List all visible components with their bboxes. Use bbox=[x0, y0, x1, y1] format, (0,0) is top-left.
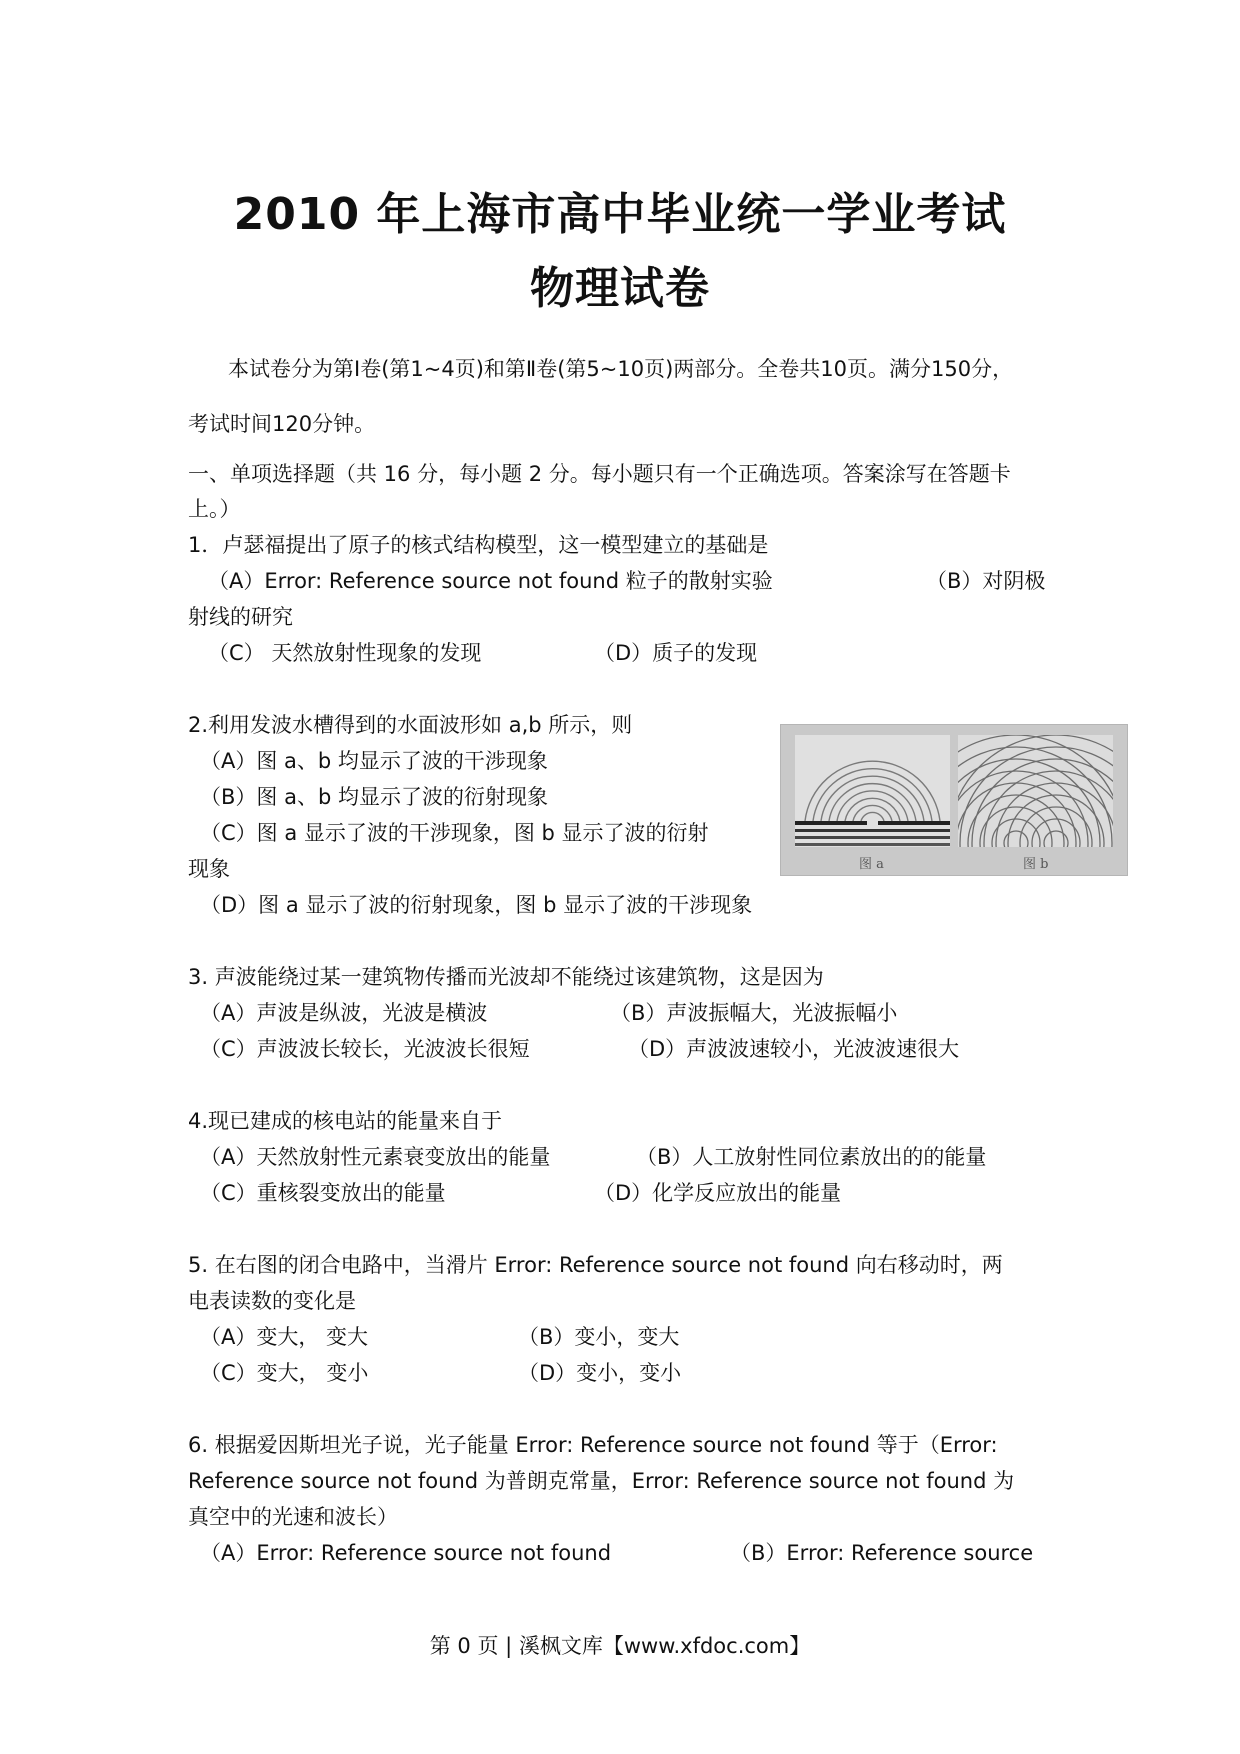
q5-option-d: （D）变小，变小 bbox=[518, 1361, 682, 1385]
q3-stem: 3. 声波能绕过某一建筑物传播而光波却不能绕过该建筑物，这是因为 bbox=[188, 965, 824, 989]
q6-stem-cont2: 真空中的光速和波长） bbox=[188, 1505, 398, 1529]
wave-interference-image bbox=[958, 735, 1113, 847]
q1-option-b: （B）对阴极 bbox=[926, 569, 1046, 593]
q4-option-c: （C）重核裂变放出的能量 bbox=[200, 1181, 446, 1205]
wave-figure bbox=[780, 724, 1128, 876]
q4-option-b: （B）人工放射性同位素放出的的能量 bbox=[636, 1145, 987, 1169]
q2-option-d: （D）图 a 显示了波的衍射现象，图 b 显示了波的干涉现象 bbox=[200, 893, 753, 917]
wave-diffraction-image bbox=[795, 735, 950, 847]
section-heading-line2: 上。） bbox=[188, 497, 241, 521]
q2-option-b: （B）图 a、b 均显示了波的衍射现象 bbox=[200, 785, 548, 809]
q5-option-b: （B）变小，变大 bbox=[518, 1325, 680, 1349]
q2-option-a: （A）图 a、b 均显示了波的干涉现象 bbox=[200, 749, 548, 773]
q2-stem: 2.利用发波水槽得到的水面波形如 a,b 所示，则 bbox=[188, 713, 633, 737]
q6-option-b: （B）Error: Reference source bbox=[730, 1541, 1034, 1565]
q2-option-c: （C）图 a 显示了波的干涉现象，图 b 显示了波的衍射 bbox=[200, 821, 709, 845]
q3-option-b: （B）声波振幅大，光波振幅小 bbox=[610, 1001, 898, 1025]
q4-option-a: （A）天然放射性元素衰变放出的能量 bbox=[200, 1145, 551, 1169]
figure-b-caption: 图 b bbox=[1023, 857, 1049, 872]
intro-line1: 本试卷分为第Ⅰ卷(第1~4页)和第Ⅱ卷(第5~10页)两部分。全卷共10页。满分150分， bbox=[228, 357, 1014, 381]
page-footer: 第 0 页 | 溪枫文库【www.xfdoc.com】 bbox=[429, 1634, 811, 1658]
page-title-line2: 物理试卷 bbox=[530, 263, 710, 314]
q3-option-a: （A）声波是纵波，光波是横波 bbox=[200, 1001, 488, 1025]
figure-a-caption: 图 a bbox=[859, 857, 884, 872]
q1-option-d: （D）质子的发现 bbox=[594, 641, 758, 665]
q4-stem: 4.现已建成的核电站的能量来自于 bbox=[188, 1109, 503, 1133]
q3-option-c: （C）声波波长较长，光波波长很短 bbox=[200, 1037, 530, 1061]
section-heading-line1: 一、单项选择题（共 16 分，每小题 2 分。每小题只有一个正确选项。答案涂写在答题卡 bbox=[188, 462, 1011, 486]
q6-stem: 6. 根据爱因斯坦光子说，光子能量 Error: Reference source not found 等于（Error: bbox=[188, 1433, 998, 1457]
q6-option-a: （A）Error: Reference source not found bbox=[200, 1541, 612, 1565]
q2-option-c-cont: 现象 bbox=[188, 857, 230, 881]
q5-stem-cont: 电表读数的变化是 bbox=[188, 1289, 356, 1313]
q5-option-c: （C）变大， 变小 bbox=[200, 1361, 369, 1385]
intro-line2: 考试时间120分钟。 bbox=[188, 412, 376, 436]
q1-stem: 1．卢瑟福提出了原子的核式结构模型，这一模型建立的基础是 bbox=[188, 533, 769, 557]
q1-option-a: （A）Error: Reference source not found 粒子的散射实验 bbox=[208, 569, 773, 593]
page-title-line1: 2010 年上海市高中毕业统一学业考试 bbox=[233, 189, 1007, 240]
q1-option-c: （C） 天然放射性现象的发现 bbox=[208, 641, 482, 665]
q4-option-d: （D）化学反应放出的能量 bbox=[594, 1181, 842, 1205]
q5-option-a: （A）变大， 变大 bbox=[200, 1325, 369, 1349]
q5-stem: 5. 在右图的闭合电路中，当滑片 Error: Reference source not found 向右移动时，两 bbox=[188, 1253, 1003, 1277]
q1-option-b-cont: 射线的研究 bbox=[188, 605, 293, 629]
q6-stem-cont1: Reference source not found 为普朗克常量，Error: Reference source not found 为 bbox=[188, 1469, 1015, 1493]
q3-option-d: （D）声波波速较小，光波波速很大 bbox=[628, 1037, 960, 1061]
